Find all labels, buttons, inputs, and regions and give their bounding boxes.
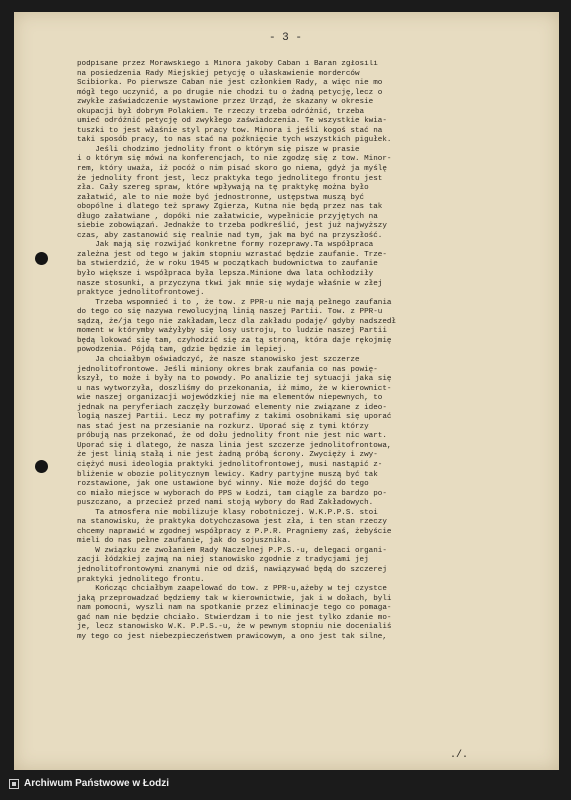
text-line: obopólne i dlatego też sprawy Zgierza, Kutna nie będą przez nas tak [77, 203, 383, 212]
text-line: my tego co jest niebezpieczeństwem prawicowym, a ono jest tak silne, [77, 632, 387, 641]
text-line: bliżenie w obozie politycznym lewicy. Kadry partyjne muszą być tak [77, 470, 378, 479]
text-line: okupacji był dobrym Polakiem. Te rzeczy trzeba odróżnić, trzeba [77, 107, 365, 116]
archive-logo-icon [9, 779, 19, 789]
text-line: mieli do nas pełne zaufanie, jak do sojusznika. [77, 537, 292, 546]
archive-footer [0, 770, 571, 800]
text-line: praktyce jednolitofrontowej. [77, 289, 205, 298]
text-line: jaką przeprowadzać będziemy tak w kierownictwie, jak i w dołach, byli [77, 594, 392, 603]
text-line: na posiedzenia Rady Miejskiej petycję o ułaskawienie morderców [77, 69, 360, 78]
text-line: będą lokować się tam, czyhodzić się za tą stroną, która daje rękojmię [77, 336, 392, 345]
text-line: taki sposób pracy, to nas stać na pożknięcie tych wszystkich pigułek. [77, 136, 392, 145]
text-line: je, lecz stanowisko W.K. P.P.S.-u, że w pewnym stopniu nie docenialiś [77, 623, 392, 632]
text-line: było większe i współpraca była lepsza.Minione dwa lata ochłodziły [77, 270, 374, 279]
text-line: nas stać jest na przesianie na rozkurz. Uporać się z tymi którzy [77, 422, 369, 431]
text-line: Kończąc chciałbym zaapelować do tow. z PPR-u,ażeby w tej czystce [77, 585, 387, 594]
text-line: załatwić, ale to nie może być jednostronne, ustępstwa muszą być [77, 193, 365, 202]
text-line: chcemy naprawić w zgodnej współpracy z P.P.R. Pragniemy zaś, żebyście [77, 527, 392, 536]
text-line: umieć odróżnić petycję od zwykłego zaświadczenia. Te wszystkie kwia- [77, 117, 387, 126]
text-line: wie naszej organizacji wojewódzkiej nie ma elementów niepewnych, to [77, 394, 383, 403]
text-line: rozstawione, jak one ustawione być winny. Nie może dojść do tego [77, 480, 369, 489]
text-line: na stanowisku, że praktyka dotychczasowa jest zła, i ten stan rzeczy [77, 518, 387, 527]
text-line: powodzenia. Pójdą tam, gdzie będzie im lepiej. [77, 346, 287, 355]
text-line: jednolitofrontowymi znanymi nie od dziś, nawiązywać będą do szczerej [77, 565, 387, 574]
text-line: siebie zobowiązań. Jednakże to trzeba podkreślić, jest już najwyższy [77, 222, 387, 231]
punch-hole [35, 460, 48, 473]
text-line: długo załatwiane , dopóki nie załatwicie, wypełnicie przyjętych na [77, 212, 378, 221]
text-line: że jest linią stałą i nie jest żadną próbą ścrony. Zwycięży i zwy- [77, 451, 378, 460]
text-line: podpisane przez Morawskiego i Minora jakoby Caban i Baran zgłosili [77, 60, 378, 68]
text-line: że jednolity front jest, lecz praktyka tego jednolitego frontu jest [77, 174, 383, 183]
text-line: nam pomocni, wyszli nam na spotkanie przez eliminacje tego co pomaga- [77, 604, 392, 613]
text-line: Ja chciałbym oświadczyć, że nasze stanowisko jest szczerze [77, 355, 360, 364]
text-line: ciężyć musi ideologia praktyki jednolitofrontowej, musi nastąpić z- [77, 460, 383, 469]
document-body [77, 60, 555, 760]
text-line: Uporać się i dlatego, że nasza linia jest szczerze jednolitofrontowa, [77, 441, 392, 450]
text-line: ba stwierdzić, że w roku 1945 w początkach budownictwa to zaufanie [77, 260, 378, 269]
text-line: gać nam nie będzie chciało. Stwierdzam i to nie jest tylko zdanie mo- [77, 613, 392, 622]
text-line: kszył, to może i były na to powody. Po analizie tej sytuacji jaka się [77, 375, 392, 384]
text-line: moment w którymby ważyłyby się losy ustroju, to ludzie naszej Partii [77, 327, 387, 336]
text-line: jednak na peryferiach zaczęły burzować elementy nie związane z ideo- [77, 403, 387, 412]
text-line: nasze stosunki, a przyczyna tkwi jak mnie się wydaje właśnie w złej [77, 279, 383, 288]
punch-hole [35, 252, 48, 265]
text-line: tuszki to jest właśnie styl pracy tow. Minora i jeśli kogoś stać na [77, 126, 383, 135]
text-line: u nas wytworzyła, doszliśmy do przekonania, iż mimo, że w kierownict- [77, 384, 392, 393]
text-line: Scibiorka. Po pierwsze Caban nie jest członkiem Rady, a więc nie mo [77, 79, 383, 88]
closing-mark: ./. [450, 750, 469, 761]
page-number: - 3 - [268, 32, 302, 44]
text-line: co miało miejsce w wyborach do PPS w Łodzi, tam ciągle za bardzo po- [77, 489, 387, 498]
text-line: Ta atmosfera nie mobilizuje klasy robotniczej. W.K.P.P.S. stoi [77, 508, 378, 517]
text-line: próbują nas przekonać, że od dołu jednolity front nie jest nic wart. [77, 432, 387, 441]
text-line: zwykłe zaświadczenie wystawione przez Urząd, że skazany w okresie [77, 98, 374, 107]
text-line: do tego co się nazywa rewolucyjną linią naszej Partii. Tow. z PPR-u [77, 308, 383, 317]
text-line: zależna jest od tego w jakim stopniu wzrastać będzie zaufanie. Trze- [77, 250, 387, 259]
text-line: i o którym się mówi na konferencjach, to nie zgodzę się z tow. Minor- [77, 155, 392, 164]
text-line: rem, który uważa, iż pocóż o nim pisać skoro go niema, gdyż ja myślę [77, 165, 387, 174]
text-line: mógł tego uczynić, a po drugie nie chodzi tu o żadną petycję,lecz o [77, 88, 383, 97]
text-line: Jak mają się rozwijać konkretne formy rozeprawy.Ta współpraca [77, 241, 374, 250]
text-line: czas, aby zastanowić się realnie nad tym, jak ma być na przyszłość. [77, 231, 383, 240]
text-line: praktyki jednolitego frontu. [77, 575, 205, 584]
text-line: jednolitofrontowe. Jeśli miniony okres brak zaufania co nas powię- [77, 365, 378, 374]
archive-name: Archiwum Państwowe w Łodzi [24, 778, 170, 789]
text-line: Trzeba wspomnieć i to , że tow. z PPR-u nie mają pełnego zaufania [77, 298, 392, 307]
text-line: puszczano, a przecież przed nami stoją wybory do Rad Zakładowych. [77, 499, 374, 508]
text-line: Jeśli chodzimo jednolity front o którym się pisze w prasie [77, 145, 360, 154]
text-line: zła. Cały szereg spraw, które wpływają na tę praktykę można było [77, 184, 369, 193]
text-line: zacji łódzkiej zajmą na niej stanowisko zgodnie z tradycjami jej [77, 556, 369, 565]
text-line: logią naszej Partii. Lecz my potrafimy z takimi osobnikami się uporać [77, 413, 392, 422]
text-line: sądzą, że/ja tego nie zakładam,lecz dla zakładu podaję/ gdyby nadszedł [77, 317, 396, 326]
text-line: W związku ze zwołaniem Rady Naczelnej P.P.S.-u, delegaci organi- [77, 546, 387, 555]
